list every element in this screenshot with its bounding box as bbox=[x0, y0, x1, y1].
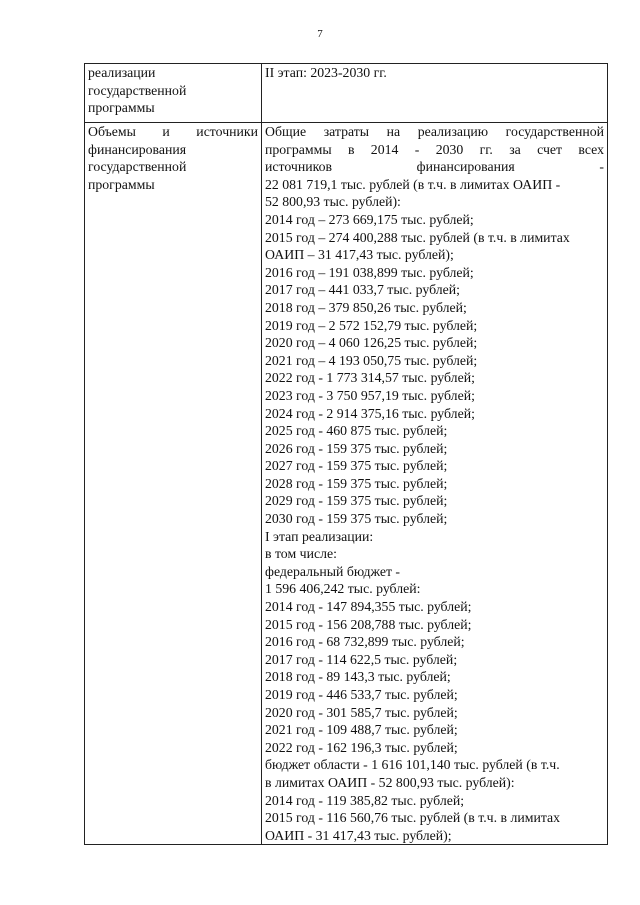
table-row bbox=[85, 123, 608, 845]
financing-line: 2016 год – 191 038,899 тыс. рублей; bbox=[265, 264, 474, 280]
row-label-cell bbox=[85, 64, 262, 123]
financing-line: 1 596 406,242 тыс. рублей: bbox=[265, 581, 421, 597]
financing-line: 2026 год - 159 375 тыс. рублей; bbox=[265, 440, 448, 456]
financing-line: 2022 год - 162 196,3 тыс. рублей; bbox=[265, 739, 458, 755]
value-line: II этап: 2023-2030 гг. bbox=[265, 65, 387, 80]
financing-line: 2030 год - 159 375 тыс. рублей; bbox=[265, 511, 448, 527]
financing-line: 2014 год – 273 669,175 тыс. рублей; bbox=[265, 211, 474, 227]
label-line: Объемы и источники bbox=[88, 124, 258, 139]
financing-line: I этап реализации: bbox=[265, 528, 374, 544]
page-number: 7 bbox=[317, 28, 323, 40]
financing-line: 2029 год - 159 375 тыс. рублей; bbox=[265, 493, 448, 509]
financing-line: 2024 год - 2 914 375,16 тыс. рублей; bbox=[265, 405, 475, 421]
label-line: реализации bbox=[88, 65, 156, 80]
label-line: финансирования bbox=[88, 141, 187, 157]
financing-line: 2018 год - 89 143,3 тыс. рублей; bbox=[265, 669, 451, 685]
label-line: программы bbox=[88, 176, 155, 192]
row-label-cell bbox=[85, 123, 262, 845]
financing-line: 2019 год - 446 533,7 тыс. рублей; bbox=[265, 687, 458, 702]
financing-line: 2015 год - 156 208,788 тыс. рублей; bbox=[265, 616, 472, 632]
financing-line: 2014 год - 119 385,82 тыс. рублей; bbox=[265, 792, 465, 808]
value-line: источников финансирования - bbox=[265, 159, 604, 175]
financing-line: 2028 год - 159 375 тыс. рублей; bbox=[265, 475, 448, 491]
financing-line: ОАИП - 31 417,43 тыс. рублей); bbox=[265, 827, 452, 843]
financing-line: 52 800,93 тыс. рублей): bbox=[265, 194, 401, 210]
financing-line: 2020 год - 301 585,7 тыс. рублей; bbox=[265, 704, 458, 720]
table-row bbox=[85, 64, 608, 123]
financing-line: ОАИП – 31 417,43 тыс. рублей); bbox=[265, 247, 454, 263]
financing-lines bbox=[265, 176, 604, 845]
financing-line: 2014 год - 147 894,355 тыс. рублей; bbox=[265, 599, 472, 615]
financing-line: 2021 год – 4 193 050,75 тыс. рублей; bbox=[265, 352, 478, 368]
passport-table bbox=[84, 63, 608, 845]
financing-line: 2022 год - 1 773 314,57 тыс. рублей; bbox=[265, 370, 475, 386]
financing-line: 2019 год – 2 572 152,79 тыс. рублей; bbox=[265, 317, 478, 333]
financing-line: 2017 год - 114 622,5 тыс. рублей; bbox=[265, 651, 458, 667]
label-line: государственной bbox=[88, 159, 187, 175]
financing-line: 2025 год - 460 875 тыс. рублей; bbox=[265, 423, 448, 439]
financing-line: 2016 год - 68 732,899 тыс. рублей; bbox=[265, 634, 465, 650]
financing-line: 2015 год - 116 560,76 тыс. рублей (в т.ч. в лимитах bbox=[265, 810, 561, 826]
financing-line: 2020 год – 4 060 126,25 тыс. рублей; bbox=[265, 335, 478, 351]
financing-line: бюджет области - 1 616 101,140 тыс. рублей (в т.ч. bbox=[265, 757, 560, 773]
financing-line: 2021 год - 109 488,7 тыс. рублей; bbox=[265, 722, 458, 738]
value-line: Общие затраты на реализацию государственной bbox=[265, 124, 604, 139]
financing-line: 2027 год - 159 375 тыс. рублей; bbox=[265, 458, 448, 474]
label-line: государственной bbox=[88, 82, 187, 98]
label-line: программы bbox=[88, 100, 155, 116]
financing-text-cell bbox=[262, 123, 608, 845]
value-line: программы в 2014 - 2030 гг. за счет всех bbox=[265, 141, 604, 157]
financing-line: 2018 год – 379 850,26 тыс. рублей; bbox=[265, 299, 467, 315]
financing-line: 2015 год – 274 400,288 тыс. рублей (в т.ч. в лимитах bbox=[265, 229, 570, 245]
financing-line: в том числе: bbox=[265, 546, 337, 562]
row-value-cell bbox=[262, 64, 608, 123]
financing-line: 2023 год - 3 750 957,19 тыс. рублей; bbox=[265, 387, 475, 403]
financing-line: в лимитах ОАИП - 52 800,93 тыс. рублей): bbox=[265, 774, 515, 790]
financing-line: федеральный бюджет - bbox=[265, 563, 401, 579]
financing-line: 22 081 719,1 тыс. рублей (в т.ч. в лимитах ОАИП - bbox=[265, 176, 561, 192]
financing-line: 2017 год – 441 033,7 тыс. рублей; bbox=[265, 282, 460, 298]
